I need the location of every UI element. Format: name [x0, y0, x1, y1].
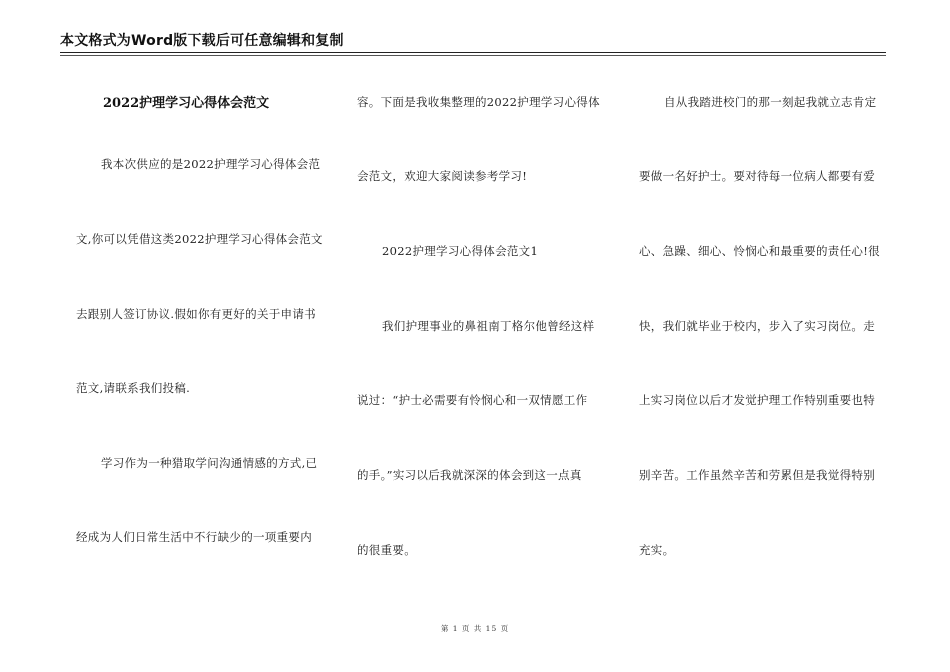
doc-title: 2022护理学习心得体会范文	[103, 96, 270, 111]
text-line: 说过：“护士必需要有怜悯心和一双情愿工作	[357, 393, 588, 407]
text-line: 我们护理事业的鼻祖南丁格尔他曾经这样	[382, 319, 595, 333]
text-line: 别辛苦。工作虽然辛苦和劳累但是我觉得特别	[639, 468, 875, 482]
text-line: 充实。	[639, 543, 675, 557]
text-line: 去跟别人签订协议.假如你有更好的关于申请书	[76, 307, 316, 321]
text-line: 范文,请联系我们投稿.	[76, 381, 191, 395]
text-line: 心、急躁、细心、怜悯心和最重要的责任心!很	[639, 244, 880, 258]
text-line: 经成为人们日常生活中不行缺少的一项重要内	[76, 530, 312, 544]
text-line: 的很重要。	[357, 543, 416, 557]
text-line: 文,你可以凭借这类2022护理学习心得体会范文	[76, 232, 323, 246]
page-footer: 第 1 页 共 15 页	[440, 624, 510, 633]
text-line: 快，我们就毕业于校内，步入了实习岗位。走	[639, 319, 875, 333]
text-line: 2022护理学习心得体会范文1	[382, 244, 539, 258]
text-line: 会范文，欢迎大家阅读参考学习!	[357, 169, 528, 183]
header-rule-thin	[60, 55, 886, 56]
header-rule	[60, 52, 886, 53]
text-line: 学习作为一种猎取学问沟通情感的方式,已	[101, 456, 318, 470]
text-line: 要做一名好护士。要对待每一位病人都要有爱	[639, 169, 875, 183]
text-line: 自从我踏进校门的那一刻起我就立志肯定	[664, 95, 877, 109]
text-line: 上实习岗位以后才发觉护理工作特别重要也特	[639, 393, 875, 407]
text-line: 的手。”实习以后我就深深的体会到这一点真	[357, 468, 582, 482]
text-line: 我本次供应的是2022护理学习心得体会范	[101, 157, 321, 171]
page-header: 本文格式为Word版下载后可任意编辑和复制	[60, 33, 344, 49]
text-line: 容。下面是我收集整理的2022护理学习心得体	[357, 95, 600, 109]
